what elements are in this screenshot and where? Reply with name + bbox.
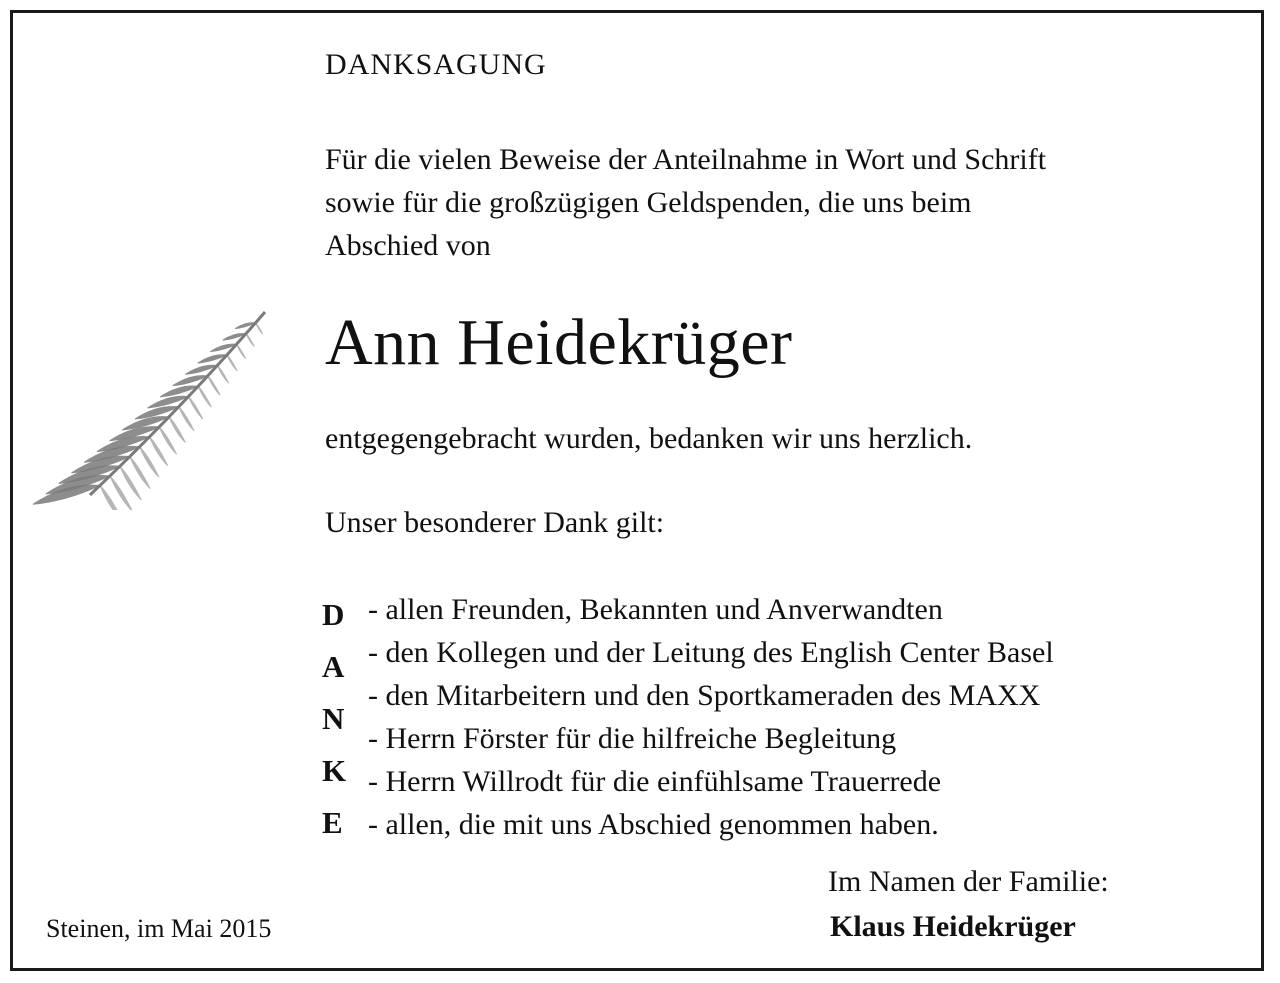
danke-letter: N <box>322 701 345 736</box>
thanks-list-item: - Herrn Förster für die hilfreiche Begleitung <box>368 722 897 755</box>
danke-letter: K <box>322 753 347 788</box>
intro-line: sowie für die großzügigen Geldspenden, die uns beim <box>325 186 972 219</box>
intro-line: Für die vielen Beweise der Anteilnahme in Wort und Schrift <box>325 143 1047 176</box>
thanks-intro: Unser besonderer Dank gilt: <box>325 506 665 539</box>
intro-paragraph <box>325 138 1245 267</box>
danke-letter: D <box>322 597 345 632</box>
after-name-text: entgegengebracht wurden, bedanken wir uns herzlich. <box>325 422 973 455</box>
thanks-list <box>368 590 1054 848</box>
fern-leaf-icon <box>30 300 270 510</box>
notice-heading: DANKSAGUNG <box>325 48 547 81</box>
danke-letter: A <box>322 649 345 684</box>
thanks-list-item: - den Kollegen und der Leitung des English Center Basel <box>368 636 1054 669</box>
danke-letter: E <box>322 805 343 840</box>
thanks-list-item: - allen, die mit uns Abschied genommen haben. <box>368 808 939 841</box>
signature-name: Klaus Heidekrüger <box>830 910 1076 943</box>
place-date: Steinen, im Mai 2015 <box>46 914 272 943</box>
intro-line: Abschied von <box>325 229 491 262</box>
family-label: Im Namen der Familie: <box>828 865 1109 898</box>
thanks-list-item: - den Mitarbeitern und den Sportkameraden des MAXX <box>368 679 1041 712</box>
danke-acrostic <box>322 595 362 855</box>
deceased-name: Ann Heidekrüger <box>325 306 793 379</box>
thanks-list-item: - Herrn Willrodt für die einfühlsame Trauerrede <box>368 765 942 798</box>
thanks-list-item: - allen Freunden, Bekannten und Anverwandten <box>368 593 943 626</box>
